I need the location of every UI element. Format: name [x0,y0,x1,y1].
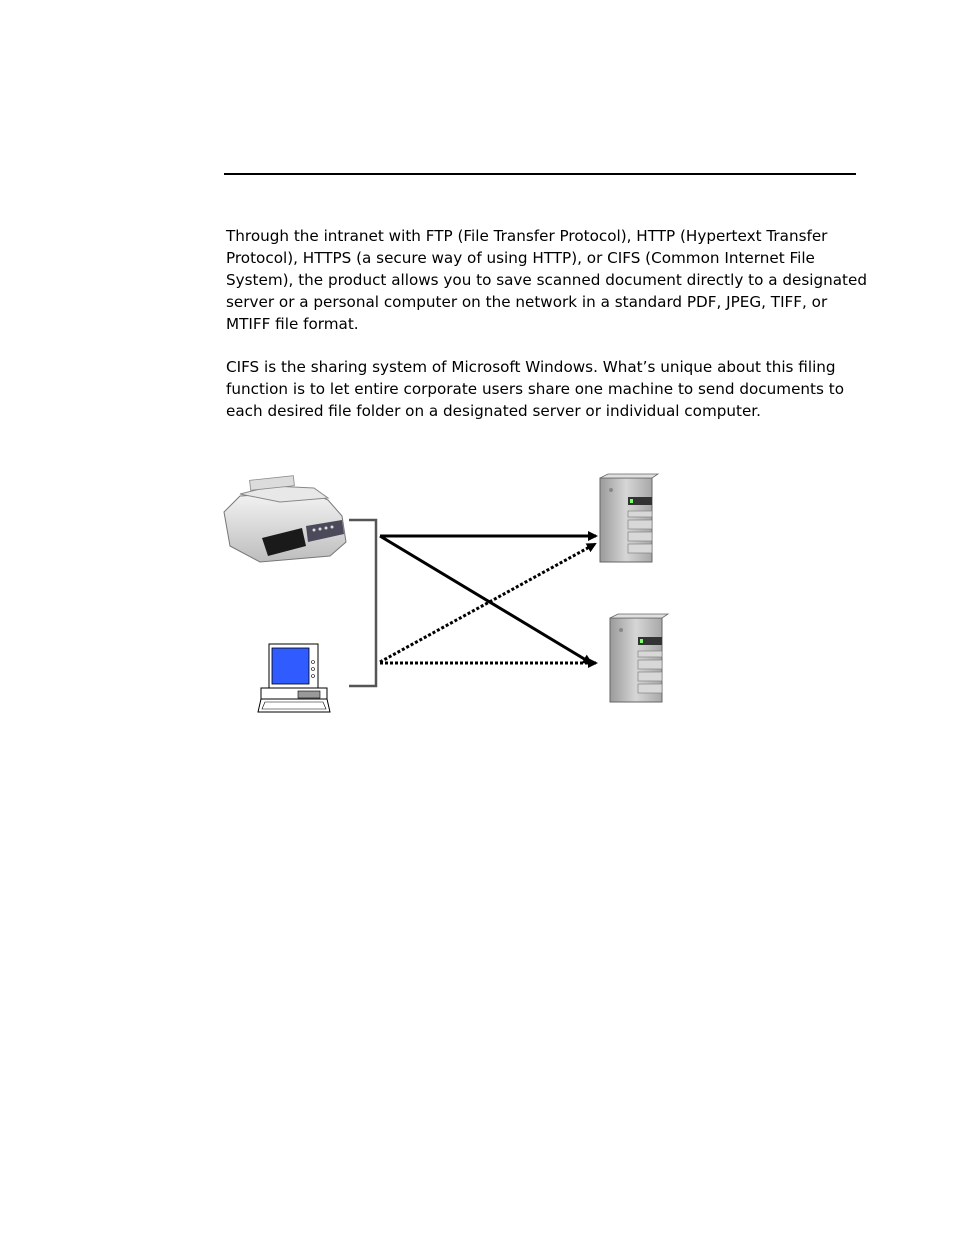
network-diagram [210,470,680,720]
bracket-connector [349,520,376,686]
server-tower-icon [600,474,658,562]
scanner-icon [224,476,346,562]
intro-paragraph: Through the intranet with FTP (File Transfer Protocol), HTTP (Hypertext Transfer Protocol), HTTPS (a secure way of using HTTP), or CIFS (Common Internet File System), the product allows you to save scanned document directly to a designated server or a personal computer on the network in a standard PDF, JPEG, TIFF, or MTIFF file format. [226,227,867,333]
cifs-paragraph: CIFS is the sharing system of Microsoft Windows. What’s unique about this filing function is to let entire corporate users share one machine to send documents to each desired file folder on a designated server or individual computer. [226,358,844,420]
header-rule [224,173,856,175]
server-tower-icon [610,614,668,702]
personal-computer-icon [258,644,330,712]
